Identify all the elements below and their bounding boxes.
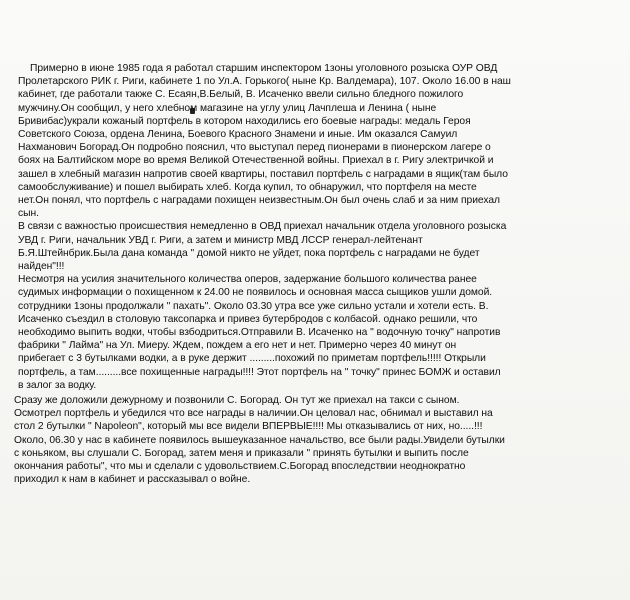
text-line: Бривибас)украли кожаный портфель в котором находились его боевые награды: медаль Героя [18,115,471,127]
text-line: необходимо выпить водки, чтобы взбодриться.Отправили В. Исаченко на " водочную точку" напротив [18,327,501,339]
text-line: В связи с важностью происшествия немедленно в ОВД приехал начальник отдела уголовного розыска [18,221,507,233]
text-line: самообслуживание) и пошел выбирать хлеб. Когда купил, то обнаружил, что портфеля на месте [18,181,477,193]
text-line: нет.Он понял, что портфель с наградами похищен неизвестным.Он был очень слаб и за ним приехал [18,195,500,207]
text-line: окончания работы", что мы и сделали с удовольствием.С.Богорад впоследствии неоднократно [14,461,466,473]
text-line: Сразу же доложили дежурному и позвонили С. Богорад. Он тут же приехал на такси с сыном. [14,395,460,407]
text-line: сын. [18,208,39,220]
text-line: Около, 06.30 у нас в кабинете появилось вышеуказанное начальство, все были рады.Увидели бутылки [14,434,505,446]
text-line: портфель, а там.........все похищенные награды!!!! Этот портфель на " точку" принес БОМЖ и оставил [18,366,501,378]
text-line: Нахманович Богорад.Он подробно пояснил, что выступал перед пионерами в пионерском лагере о [18,142,491,154]
text-line: Пролетарского РИК г. Риги, кабинете 1 по Ул.А. Горького( ныне Кр. Валдемара), 107. Около 16.00 в наш [18,76,511,88]
text-line: мужчину.Он сообщил, у него хлебном магазине на углу улиц Лачплеша и Ленина ( ныне [18,102,437,114]
text-line: фабрики " Лайма" на Ул. Миеру. Ждем, пождем а его нет и нет. Примерно через 40 минут он [18,340,457,352]
document-text [14,62,616,487]
text-line: Несмотря на усилия значительного количества оперов, задержание большого количества ранее [18,274,477,286]
text-line: боях на Балтийском море во время Великой Отечественной войны. Приехал в г. Ригу электричкой и [18,155,494,167]
text-line: с коньяком, вы слушали С. Богорад, затем меня и приказали " принять бутылки и выпить после [14,447,469,459]
text-line: зашел в хлебный магазин напротив своей квартиры, поставил портфель с наградами в ящик(там было [18,168,508,180]
text-line: Осмотрел портфель и убедился что все награды в наличии.Он целовал нас, обнимал и выставил на [14,408,493,420]
text-line: УВД г. Риги, начальник УВД г. Риги, а затем и министр МВД ЛССР генерал-лейтенант [18,234,423,246]
text-line: в залог за водку. [18,379,97,391]
text-line: прибегает с 3 бутылками водки, а в руке держит .........похожий по приметам портфель!!!!! Открыли [18,353,486,365]
text-line: Советского Союза, ордена Ленина, Боевого Красного Знамени и иные. Им оказался Самуил [18,129,458,141]
text-line: найден"!!! [18,261,65,273]
text-line: Примерно в июне 1985 года я работал старшим инспектором 1зоны уголовного розыска ОУР ОВД [30,63,498,74]
text-line: судимых информации о похищенном к 24.00 не появилось и основная масса сыщиков ушли домой. [18,287,493,299]
text-line: кабинет, где работали также С. Есаян,В.Белый, В. Исаченко ввели сильно бледного пожилого [18,89,464,101]
text-line: Б.Я.Штейнбрик.Была дана команда " домой никто не уйдет, пока портфель с наградами не будет [18,247,480,259]
text-line: сотрудники 1зоны продолжали " пахать". Около 03.30 утра все уже сильно устали и хотели есть. В. [18,300,489,312]
text-line: приходил к нам в кабинет и рассказывал о войне. [14,474,251,486]
text-line: стол 2 бутылки " Napoleon", который мы все видели ВПЕРВЫЕ!!!! Мы отказывались от них, но.....!!! [14,421,483,433]
text-line: Исаченко съездил в столовую таксопарка и привез бутербродов с колбасой. однако решили, что [18,313,478,325]
